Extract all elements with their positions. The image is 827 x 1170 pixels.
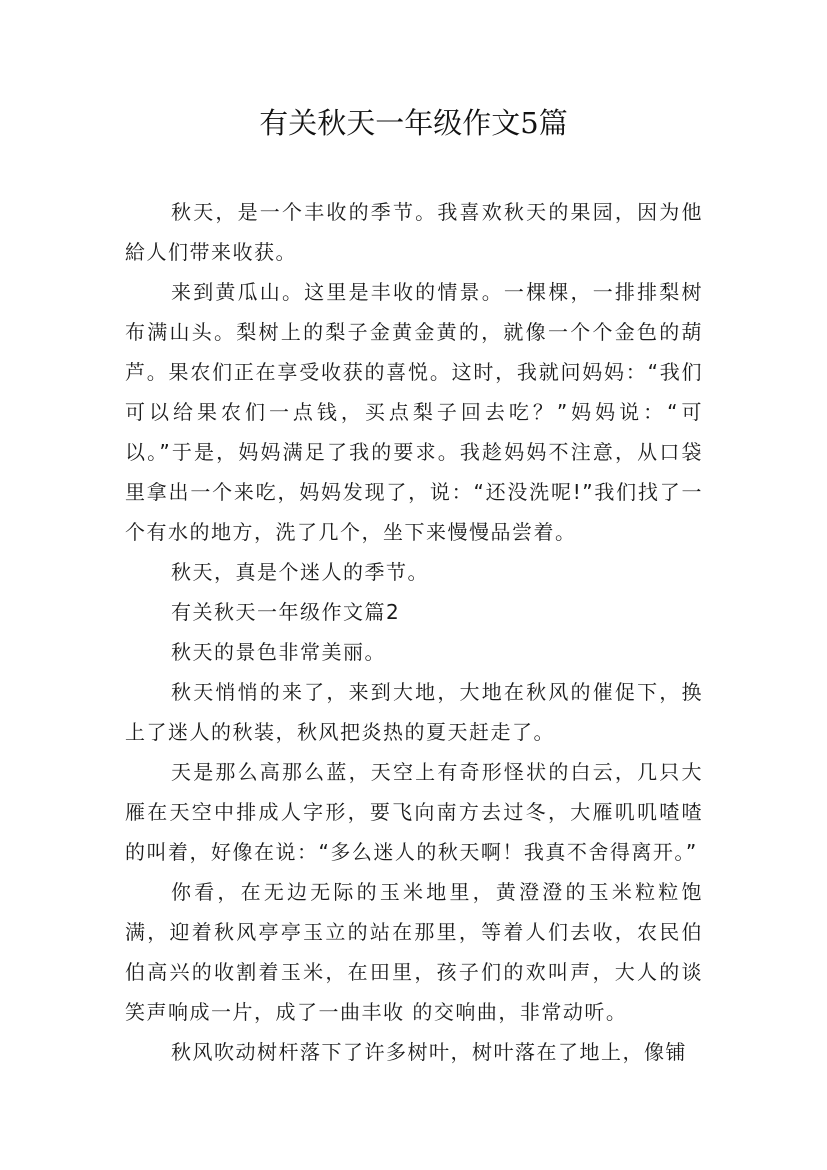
section-heading: 有关秋天一年级作文篇2: [171, 600, 401, 624]
document-body: [125, 192, 703, 1072]
paragraph: 秋天悄悄的来了，来到大地，大地在秋风的催促下，换上了迷人的秋装，秋风把炎热的夏天赶走了。: [125, 680, 703, 744]
paragraph: 天是那么高那么蓝，天空上有奇形怪状的白云，几只大雁在天空中排成人字形，要飞向南方去过冬，大雁叽叽喳喳的叫着，好像在说：“多么迷人的秋天啊！我真不舍得离开。”: [125, 760, 703, 864]
paragraph: 你看，在无边无际的玉米地里，黄澄澄的玉米粒粒饱满，迎着秋风亭亭玉立的站在那里，等着人们去收，农民伯伯高兴的收割着玉米，在田里，孩子们的欢叫声，大人的谈笑声响成一片，成了一曲丰收 的交响曲，非常动听。: [125, 880, 703, 1024]
paragraph: 秋天，是一个丰收的季节。我喜欢秋天的果园，因为他給人们带来收获。: [125, 200, 703, 264]
document-title: 有关秋天一年级作文5篇: [259, 106, 568, 140]
paragraph: 秋风吹动树杆落下了许多树叶，树叶落在了地上，像铺: [171, 1040, 687, 1064]
paragraph: 来到黄瓜山。这里是丰收的情景。一棵棵，一排排梨树布满山头。梨树上的梨子金黄金黄的，就像一个个金色的葫芦。果农们正在享受收获的喜悦。这时，我就问妈妈：“我们可以给果农们一点钱，买点梨子回去吃？”妈妈说：“可以。”于是，妈妈满足了我的要求。我趁妈妈不注意，从口袋里拿出一个来吃，妈妈发现了，说：“还没洗呢!”我们找了一个有水的地方，洗了几个，坐下来慢慢品尝着。: [125, 280, 703, 544]
paragraph: 秋天的景色非常美丽。: [171, 640, 386, 664]
paragraph: 秋天，真是个迷人的季节。: [171, 560, 429, 584]
